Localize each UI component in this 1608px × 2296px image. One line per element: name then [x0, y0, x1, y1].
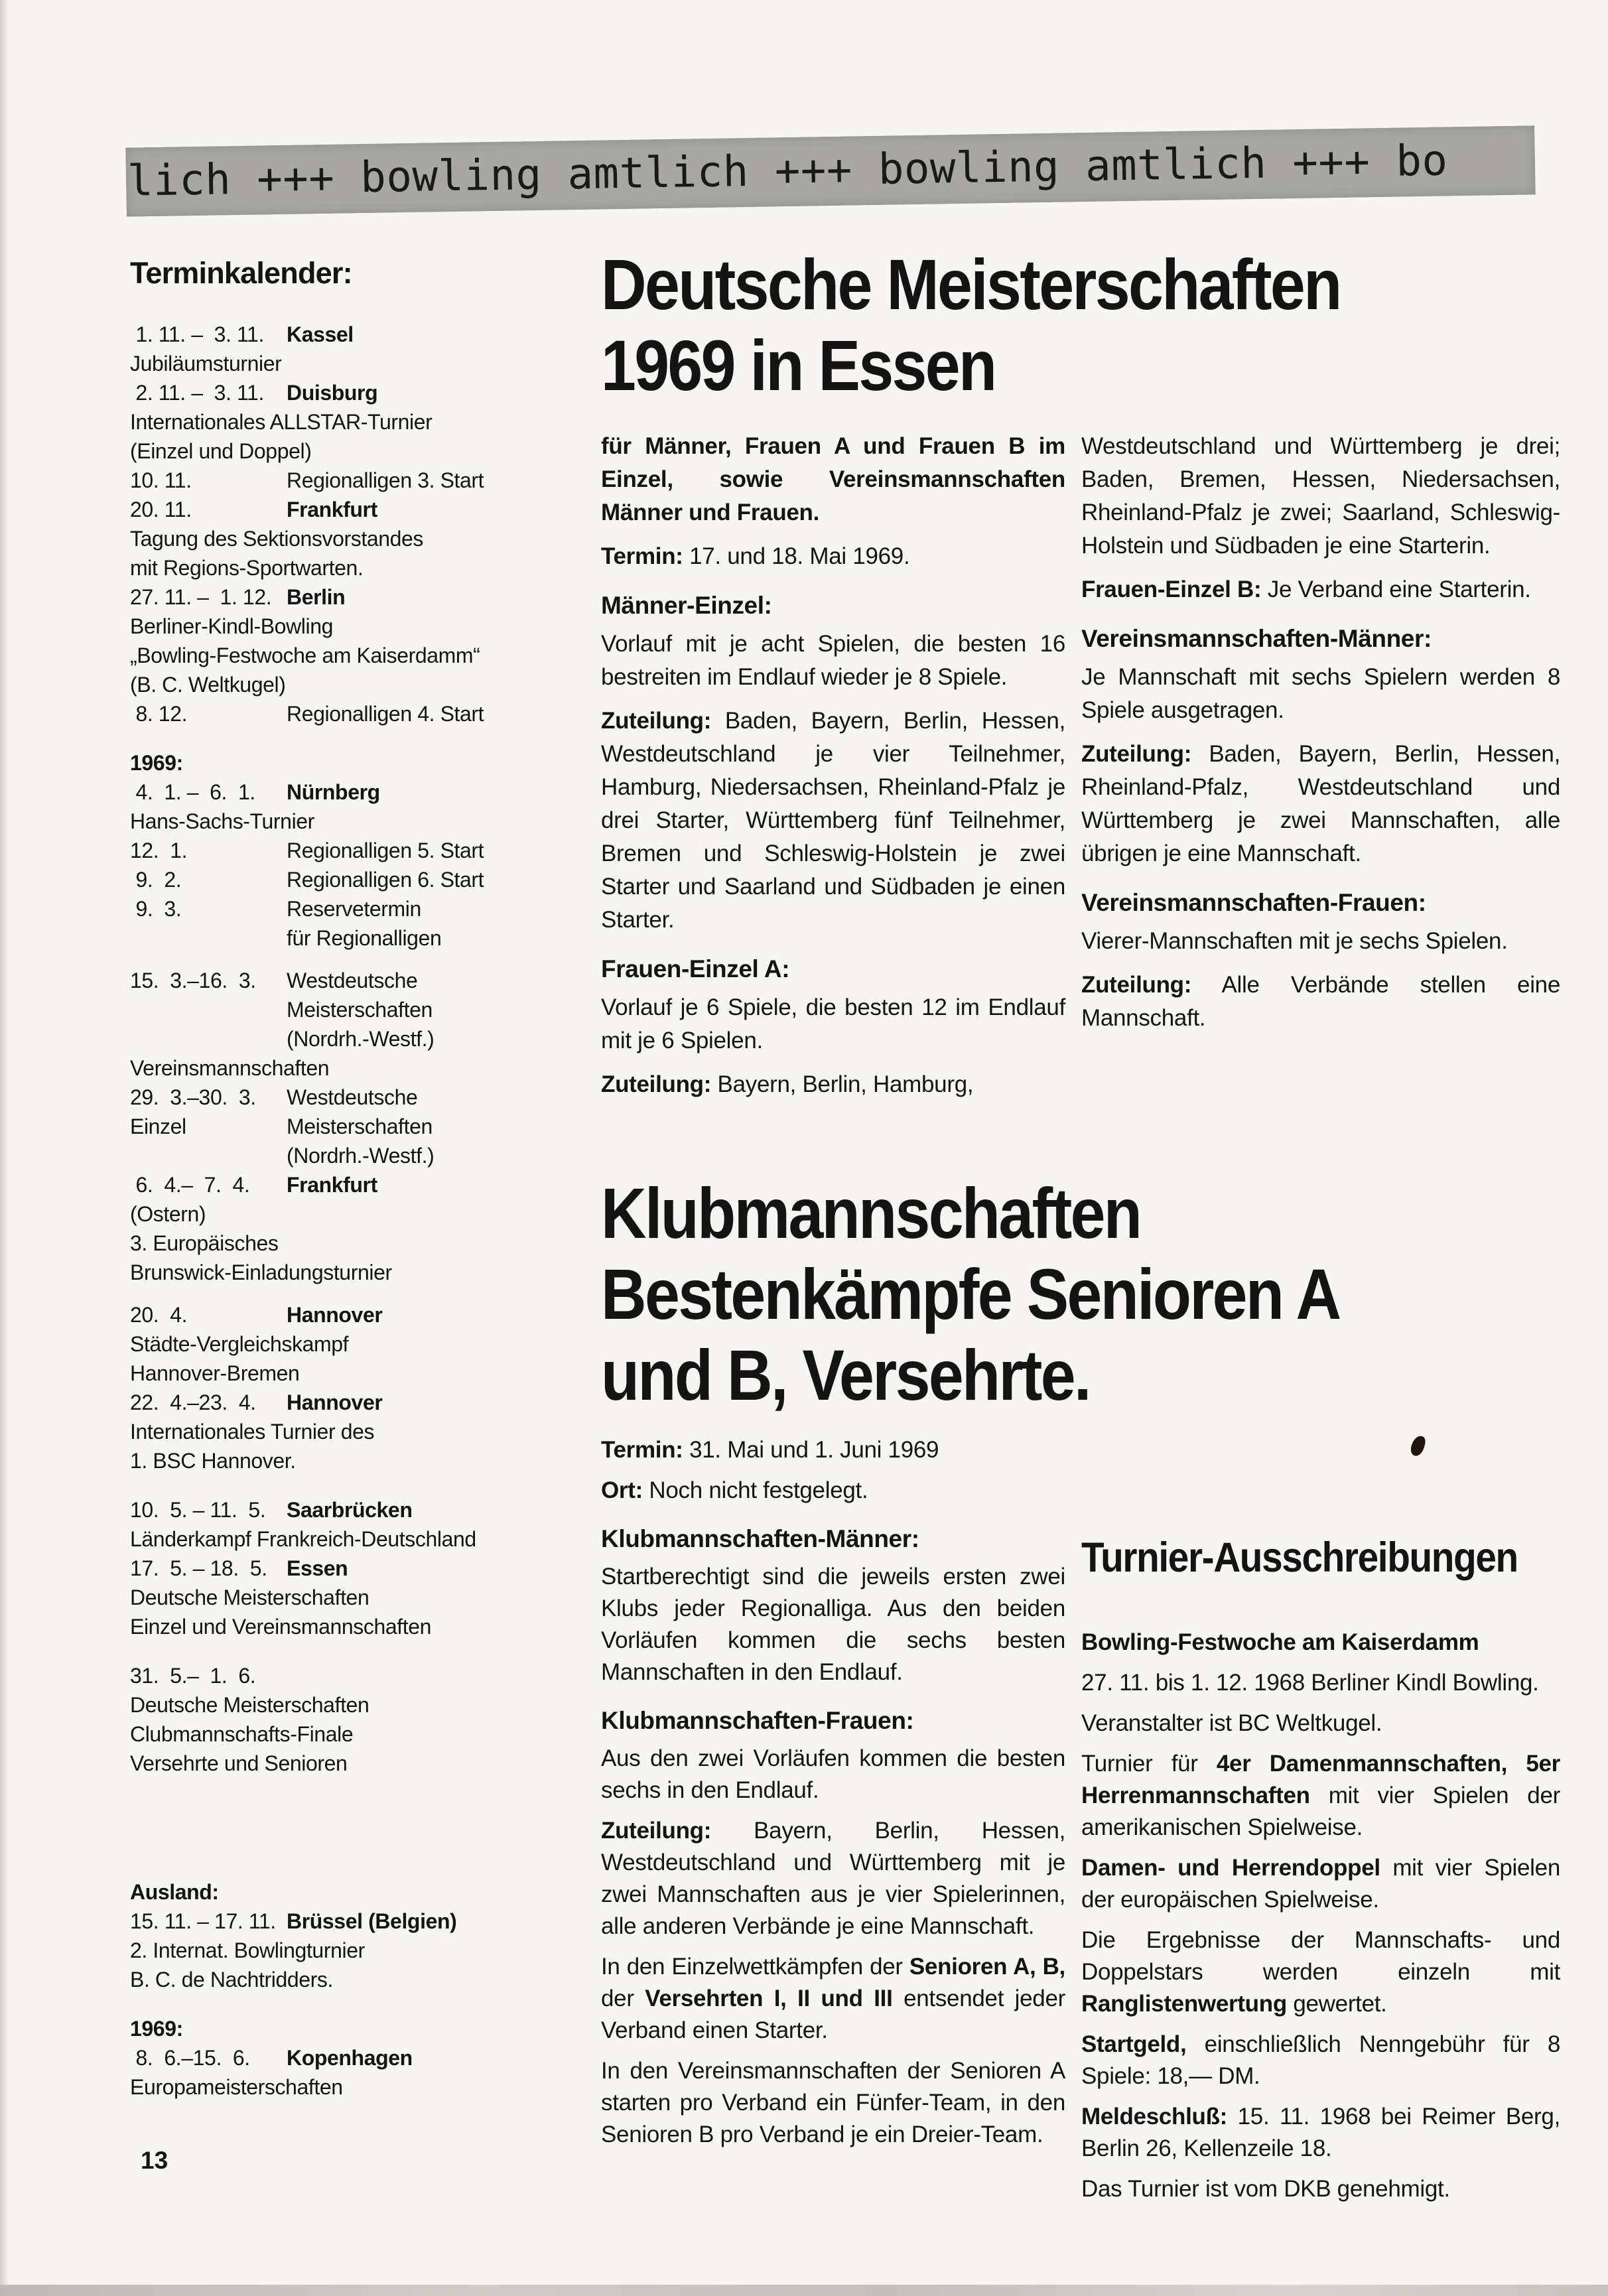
tournaments-title: Turnier-Ausschreibungen: [1081, 1534, 1518, 1581]
calendar-line: [130, 524, 626, 553]
article2-title-line1: Klubmannschaften: [601, 1173, 1141, 1253]
calendar-line: [130, 1495, 626, 1524]
calendar-line: [130, 966, 626, 995]
ink-blot: [1409, 1434, 1427, 1457]
calendar-text: Frankfurt: [287, 1173, 377, 1197]
calendar-text: Regionalligen 6. Start: [287, 868, 484, 892]
calendar-text: Reservetermin: [287, 897, 421, 921]
calendar-text: für Regionalligen: [287, 926, 442, 950]
calendar-date: 17. 5. – 18. 5.: [130, 1556, 267, 1580]
paragraph: Turnier für 4er Damenmannschaften, 5er Herrenmannschaften mit vier Spielen der amerikanischen Spielweise.: [1081, 1751, 1560, 1840]
calendar-text: Kassel: [287, 322, 354, 346]
calendar-line: [130, 553, 626, 582]
calendar-date: Deutsche Meisterschaften: [130, 1586, 369, 1609]
calendar-text: Kopenhagen: [287, 2046, 413, 2070]
calendar-line: [130, 2014, 626, 2043]
paragraph: Startgeld, einschließlich Nenngebühr für 8 Spiele: 18,— DM.: [1081, 2031, 1560, 2089]
calendar-date: 2. Internat. Bowlingturnier: [130, 1938, 365, 1962]
calendar-date: Versehrte und Senioren: [130, 1751, 348, 1775]
calendar-text: Regionalligen 5. Start: [287, 839, 484, 862]
paragraph: Frauen-Einzel B: Je Verband eine Starterin.: [1081, 576, 1531, 602]
calendar-line: [130, 1965, 626, 1994]
calendar-line: [130, 807, 626, 836]
calendar-date: Tagung des Sektionsvorstandes: [130, 527, 424, 551]
calendar-date: 10. 11.: [130, 468, 192, 492]
calendar-line: [130, 1749, 626, 1778]
scan-edge-left: [0, 0, 9, 2296]
calendar-line: [130, 1661, 626, 1690]
paragraph: Zuteilung: Alle Verbände stellen eine Mannschaft.: [1081, 972, 1560, 1031]
calendar-date: 2. 11. – 3. 11.: [130, 381, 264, 405]
paragraph: Termin: 31. Mai und 1. Juni 1969: [601, 1437, 939, 1463]
calendar-date: Internationales ALLSTAR-Turnier: [130, 410, 433, 434]
calendar-line: [130, 836, 626, 865]
calendar-date: 8. 6.–15. 6.: [130, 2046, 250, 2070]
paragraph: Damen- und Herrendoppel mit vier Spielen der europäischen Spielweise.: [1081, 1855, 1560, 1913]
calendar-date: „Bowling-Festwoche am Kaiserdamm“: [130, 643, 480, 667]
calendar-line: [130, 699, 626, 728]
calendar-text: Westdeutsche: [287, 969, 418, 992]
paragraph: Termin: 17. und 18. Mai 1969.: [601, 543, 910, 569]
article1-title-line2: 1969 in Essen: [601, 325, 996, 405]
article1-title-line1: Deutsche Meisterschaften: [601, 244, 1341, 324]
calendar-date: Berliner-Kindl-Bowling: [130, 614, 333, 638]
calendar-text: Regionalligen 3. Start: [287, 468, 484, 492]
calendar-line: [130, 1229, 626, 1258]
calendar-date: 1969:: [130, 2017, 183, 2041]
calendar-date: 20. 11.: [130, 498, 192, 521]
calendar-date: 20. 4.: [130, 1303, 188, 1327]
calendar-text: Duisburg: [287, 381, 378, 405]
calendar-line: [130, 865, 626, 894]
calendar-line: [130, 1877, 626, 1907]
calendar-line: [130, 1258, 626, 1287]
calendar-text: (Nordrh.-Westf.): [287, 1027, 435, 1051]
calendar-date: B. C. de Nachtridders.: [130, 1968, 333, 1992]
paragraph: Vierer-Mannschaften mit je sechs Spielen.: [1081, 928, 1508, 954]
calendar-text: Regionalligen 4. Start: [287, 702, 484, 726]
paragraph: Bowling-Festwoche am Kaiserdamm: [1081, 1629, 1479, 1655]
calendar-line: [130, 1907, 626, 1936]
calendar-date: 3. Europäisches: [130, 1231, 279, 1255]
calendar-line: [130, 1417, 626, 1446]
paragraph: Ort: Noch nicht festgelegt.: [601, 1477, 868, 1503]
calendar-date: 8. 12.: [130, 702, 188, 726]
calendar-text: Nürnberg: [287, 780, 380, 804]
calendar-date: 15. 3.–16. 3.: [130, 969, 256, 992]
calendar-line: [130, 2043, 626, 2072]
subheading: Klubmannschaften-Frauen:: [601, 1707, 914, 1734]
calendar-date: 6. 4.– 7. 4.: [130, 1173, 250, 1197]
article2-title: [601, 1173, 1340, 1416]
calendar-date: 1969:: [130, 751, 183, 775]
calendar-date: Ausland:: [130, 1880, 219, 1904]
article2-title-line2: Bestenkämpfe Senioren A: [601, 1254, 1340, 1334]
calendar-line: [130, 923, 626, 953]
paragraph: Zuteilung: Bayern, Berlin, Hessen, Westdeutschland und Württemberg mit je zwei Mannschaften aus je vier Spielerinnen, alle anderen Verbände je eine Mannschaft.: [601, 1818, 1065, 1939]
calendar-date: Jubiläumsturnier: [130, 352, 282, 375]
calendar-line: [130, 894, 626, 923]
calendar-date: Einzel: [130, 1114, 186, 1138]
calendar-date: Einzel und Vereinsmannschaften: [130, 1615, 432, 1639]
calendar-line: [130, 670, 626, 699]
calendar-date: 1. BSC Hannover.: [130, 1449, 296, 1473]
calendar-date: (Ostern): [130, 1202, 206, 1226]
calendar-date: Deutsche Meisterschaften: [130, 1693, 369, 1717]
calendar-text: Hannover: [287, 1303, 383, 1327]
calendar-text: Essen: [287, 1556, 348, 1580]
calendar-line: [130, 1388, 626, 1417]
calendar-date: Internationales Turnier des: [130, 1420, 375, 1444]
paragraph: Zuteilung: Baden, Bayern, Berlin, Hessen, Westdeutschland je vier Teilnehmer, Hamburg, Niedersachsen, Rheinland-Pfalz je drei Starter, Württemberg fünf Teilnehmer, Bremen und Schleswig-Holstein je zwei Starter und Saarland und Südbaden je einen Starter.: [601, 708, 1065, 933]
paragraph: In den Einzelwettkämpfen der Senioren A, B, der Versehrten I, II und III entsendet jeder Verband einen Starter.: [601, 1954, 1065, 2043]
paragraph: 27. 11. bis 1. 12. 1968 Berliner Kindl Bowling.: [1081, 1670, 1539, 1696]
paragraph: Vorlauf mit je acht Spielen, die besten 16 bestreiten im Endlauf wieder je 8 Spiele.: [601, 631, 1065, 690]
calendar-date: Brunswick-Einladungsturnier: [130, 1260, 392, 1284]
paragraph: Zuteilung: Bayern, Berlin, Hamburg,: [601, 1071, 974, 1097]
subheading: Klubmannschaften-Männer:: [601, 1525, 919, 1552]
calendar-list: [130, 320, 626, 2102]
calendar-line: [130, 1199, 626, 1229]
calendar-line: [130, 1554, 626, 1583]
paragraph: Vorlauf je 6 Spiele, die besten 12 im Endlauf mit je 6 Spielen.: [601, 994, 1065, 1053]
calendar-line: [130, 1083, 626, 1112]
calendar-line: [130, 1612, 626, 1641]
calendar-line: [130, 1690, 626, 1720]
calendar-date: 10. 5. – 11. 5.: [130, 1498, 266, 1522]
calendar-line: [130, 378, 626, 407]
calendar-title: Terminkalender:: [130, 256, 352, 290]
article2-column1: [601, 1434, 1065, 2159]
calendar-date: 27. 11. – 1. 12.: [130, 585, 272, 609]
calendar-date: 15. 11. – 17. 11.: [130, 1909, 276, 1933]
calendar-date: 9. 2.: [130, 868, 182, 892]
paragraph: Meldeschluß: 15. 11. 1968 bei Reimer Berg, Berlin 26, Kellenzeile 18.: [1081, 2104, 1560, 2161]
paragraph: Westdeutschland und Württemberg je drei; Baden, Bremen, Hessen, Niedersachsen, Rheinland-Pfalz je zwei; Saarland, Schleswig-Holstein und Südbaden je eine Starterin.: [1081, 433, 1560, 559]
subheading: Männer-Einzel:: [601, 592, 772, 619]
tournaments-column: [1081, 1627, 1560, 2214]
calendar-line: [130, 1524, 626, 1554]
paragraph: In den Vereinsmannschaften der Senioren A starten pro Verband ein Fünfer-Team, in den Senioren B pro Verband je ein Dreier-Team.: [601, 2058, 1065, 2147]
calendar-text: Hannover: [287, 1390, 383, 1414]
article1-title: [601, 244, 1340, 406]
calendar-column: [130, 256, 626, 2102]
article1-column2: [1081, 430, 1560, 1046]
scan-edge-bottom: [0, 2285, 1608, 2296]
calendar-date: Europameisterschaften: [130, 2075, 343, 2099]
paragraph: Je Mannschaft mit sechs Spielern werden 8 Spiele ausgetragen.: [1081, 664, 1560, 723]
calendar-line: [130, 437, 626, 466]
calendar-line: [130, 1583, 626, 1612]
calendar-date: 1. 11. – 3. 11.: [130, 322, 264, 346]
calendar-date: Städte-Vergleichskampf: [130, 1332, 349, 1356]
calendar-date: (B. C. Weltkugel): [130, 673, 286, 697]
calendar-date: Hannover-Bremen: [130, 1361, 300, 1385]
calendar-text: Frankfurt: [287, 498, 377, 521]
calendar-date: 29. 3.–30. 3.: [130, 1085, 256, 1109]
calendar-text: Westdeutsche: [287, 1085, 418, 1109]
paragraph: Aus den zwei Vorläufen kommen die besten sechs in den Endlauf.: [601, 1745, 1065, 1803]
subheading: Frauen-Einzel A:: [601, 955, 790, 982]
calendar-date: 22. 4.–23. 4.: [130, 1390, 256, 1414]
calendar-line: [130, 1300, 626, 1329]
calendar-line: [130, 1329, 626, 1359]
paragraph: Zuteilung: Baden, Bayern, Berlin, Hessen, Rheinland-Pfalz, Westdeutschland und Württemberg je zwei Mannschaften, alle übrigen je eine Mannschaft.: [1081, 741, 1560, 866]
calendar-line: [130, 349, 626, 378]
calendar-text: Brüssel (Belgien): [287, 1909, 457, 1933]
calendar-line: [130, 612, 626, 641]
calendar-date: mit Regions-Sportwarten.: [130, 556, 364, 580]
calendar-text: (Nordrh.-Westf.): [287, 1144, 435, 1168]
subheading: Vereinsmannschaften-Männer:: [1081, 625, 1432, 652]
paragraph: Veranstalter ist BC Weltkugel.: [1081, 1710, 1382, 1736]
calendar-line: [130, 1170, 626, 1199]
calendar-line: [130, 777, 626, 807]
calendar-line: [130, 1024, 626, 1053]
calendar-text: Meisterschaften: [287, 998, 433, 1022]
paragraph: Das Turnier ist vom DKB genehmigt.: [1081, 2176, 1450, 2202]
calendar-date: 9. 3.: [130, 897, 182, 921]
paragraph: Startberechtigt sind die jeweils ersten zwei Klubs jeder Regionalliga. Aus den beiden Vorläufen kommen die sechs besten Mannschaften in den Endlauf.: [601, 1564, 1065, 1685]
calendar-line: [130, 1720, 626, 1749]
paragraph: Die Ergebnisse der Mannschafts- und Doppelstars werden einzeln mit Ranglistenwertung gewertet.: [1081, 1927, 1560, 2017]
calendar-line: [130, 320, 626, 349]
calendar-line: [130, 1359, 626, 1388]
calendar-date: (Einzel und Doppel): [130, 439, 312, 463]
calendar-line: [130, 641, 626, 670]
calendar-date: Vereinsmannschaften: [130, 1056, 330, 1080]
calendar-line: [130, 1112, 626, 1141]
subheading: Vereinsmannschaften-Frauen:: [1081, 889, 1426, 916]
calendar-line: [130, 748, 626, 777]
article1-column1: [601, 430, 1065, 1112]
article2-title-line3: und B, Versehrte.: [601, 1335, 1090, 1415]
calendar-text: Saarbrücken: [287, 1498, 413, 1522]
calendar-line: [130, 407, 626, 437]
calendar-line: [130, 2072, 626, 2102]
calendar-date: 12. 1.: [130, 839, 188, 862]
paragraph: für Männer, Frauen A und Frauen B im Einzel, sowie Vereinsmannschaften Männer und Frauen.: [601, 433, 1065, 525]
calendar-line: [130, 1053, 626, 1083]
calendar-text: Berlin: [287, 585, 346, 609]
calendar-line: [130, 995, 626, 1024]
calendar-line: [130, 1446, 626, 1475]
calendar-line: [130, 1936, 626, 1965]
calendar-date: 4. 1. – 6. 1.: [130, 780, 255, 804]
banner-text: lich +++ bowling amtlich +++ bowling amtlich +++ bo: [127, 136, 1449, 206]
banner: [125, 125, 1535, 216]
calendar-line: [130, 582, 626, 612]
calendar-line: [130, 495, 626, 524]
calendar-date: Clubmannschafts-Finale: [130, 1722, 354, 1746]
calendar-line: [130, 1141, 626, 1170]
calendar-date: Länderkampf Frankreich-Deutschland: [130, 1527, 476, 1551]
calendar-date: Hans-Sachs-Turnier: [130, 809, 314, 833]
calendar-line: [130, 466, 626, 495]
page-number: 13: [141, 2147, 168, 2174]
calendar-text: Meisterschaften: [287, 1114, 433, 1138]
calendar-date: 31. 5.– 1. 6.: [130, 1664, 256, 1688]
